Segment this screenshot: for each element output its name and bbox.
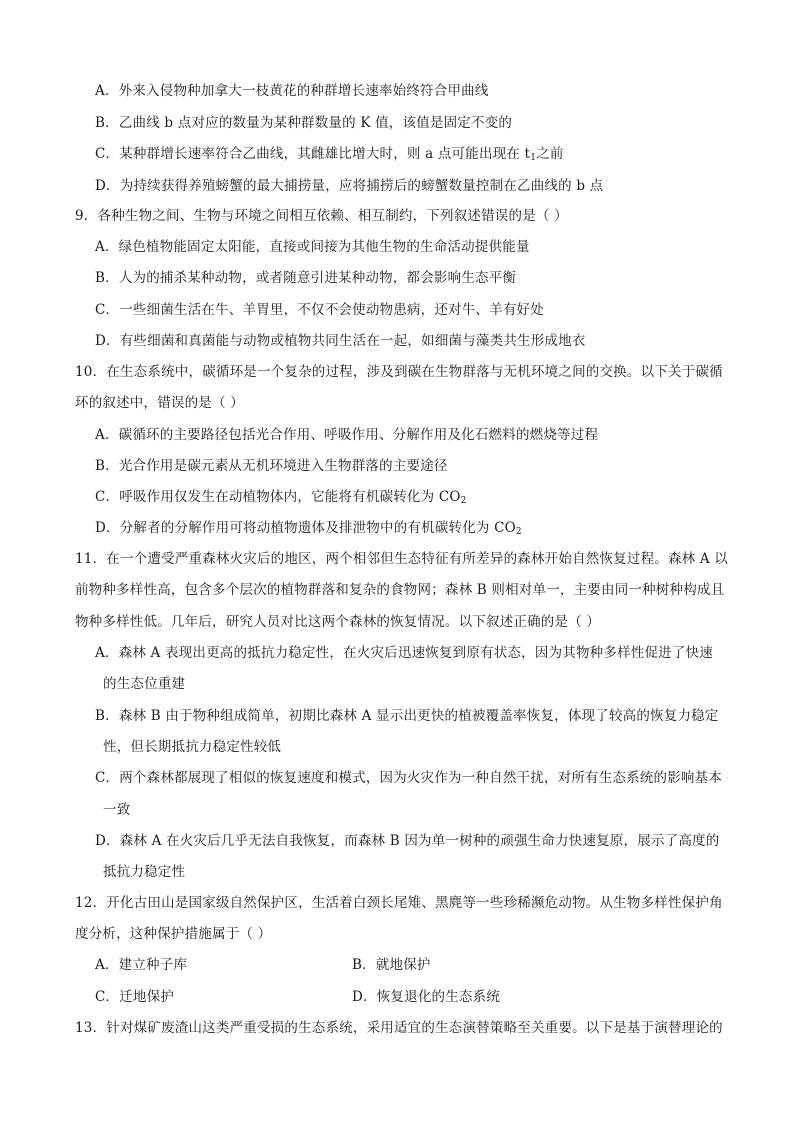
- q11-stem-line1: 11．在一个遭受严重森林火灾后的地区，两个相邻但生态特征有所差异的森林开始自然恢复过程。森林 A 以: [75, 551, 729, 567]
- q10-option-a: A．碳循环的主要路径包括光合作用、呼吸作用、分解作用及化石燃料的燃烧等过程: [95, 427, 599, 443]
- q11-option-d-line1: D．森林 A 在火灾后几乎无法自我恢复，而森林 B 因为单一树种的顽强生命力快速复原，展示了高度的: [95, 833, 720, 849]
- q12-option-d: D．恢复退化的生态系统: [352, 989, 501, 1005]
- q9-option-a: A．绿色植物能固定太阳能，直接或间接为其他生物的生命活动提供能量: [95, 239, 530, 255]
- q10-stem-line1: 10．在生态系统中，碳循环是一个复杂的过程，涉及到碳在生物群落与无机环境之间的交换。以下关于碳循: [75, 364, 723, 380]
- q10-stem-line2: 环的叙述中，错误的是（ ）: [75, 395, 244, 411]
- q12-option-b: B．就地保护: [352, 957, 431, 973]
- q8-option-c-subscript: 1: [530, 153, 537, 163]
- q9-option-d: D．有些细菌和真菌能与动物或植物共同生活在一起，如细菌与藻类共生形成地衣: [95, 333, 586, 349]
- q11-option-c-line1: C．两个森林都展现了相似的恢复速度和模式，因为火灾作为一种自然干扰，对所有生态系统的影响基本: [95, 770, 723, 786]
- q11-option-b-line2: 性，但长期抵抗力稳定性较低: [103, 739, 282, 755]
- q11-stem-line2: 前物种多样性高，包含多个层次的植物群落和复杂的食物网；森林 B 则相对单一，主要由同一种树种构成且: [75, 582, 725, 598]
- q8-option-a: A．外来入侵物种加拿大一枝黄花的种群增长速率始终符合甲曲线: [95, 83, 489, 99]
- q11-stem-line3: 物种多样性低。几年后，研究人员对比这两个森林的恢复情况。以下叙述正确的是（ ）: [75, 614, 601, 630]
- q11-option-d-line2: 抵抗力稳定性: [103, 864, 186, 880]
- q8-option-c-text: C．某种群增长速率符合乙曲线，其雌雄比增大时，则 a 点可能出现在 t: [95, 146, 531, 162]
- q12-option-a: A．建立种子库: [95, 957, 188, 973]
- q10-option-c: [95, 487, 467, 507]
- q11-option-c-line2: 一致: [103, 802, 131, 818]
- q10-option-c-subscript: 2: [460, 496, 467, 506]
- q12-stem-line1: 12．开化古田山是国家级自然保护区，生活着白颈长尾雉、黑麂等一些珍稀濒危动物。从生物多样性保护角: [75, 895, 723, 911]
- q12-option-c: C．迁地保护: [95, 989, 175, 1005]
- q9-option-b: B．人为的捕杀某种动物，或者随意引进某种动物，都会影响生态平衡: [95, 270, 517, 286]
- q10-option-c-text: C．呼吸作用仅发生在动植物体内，它能将有机碳转化为 CO: [95, 489, 461, 505]
- q8-option-b: B．乙曲线 b 点对应的数量为某种群数量的 K 值，该值是固定不变的: [95, 115, 513, 131]
- q12-stem-line2: 度分析，这种保护措施属于（ ）: [75, 926, 272, 942]
- q13-stem-line1: 13．针对煤矿废渣山这类严重受损的生态系统，采用适宜的生态演替策略至关重要。以下是基于演替理论的: [75, 1020, 723, 1036]
- q10-option-d-subscript: 2: [515, 527, 522, 537]
- q11-option-a-line2: 的生态位重建: [103, 676, 186, 692]
- q9-option-c: C．一些细菌生活在牛、羊胃里，不仅不会使动物患病，还对牛、羊有好处: [95, 302, 544, 318]
- q10-option-d-text: D．分解者的分解作用可将动植物遗体及排泄物中的有机碳转化为 CO: [95, 520, 516, 536]
- q8-option-c: [95, 144, 564, 164]
- q8-option-d: D．为持续获得养殖螃蟹的最大捕捞量，应将捕捞后的螃蟹数量控制在乙曲线的 b 点: [95, 178, 604, 194]
- q11-option-b-line1: B．森林 B 由于物种组成简单，初期比森林 A 显示出更快的植被覆盖率恢复，体现了较高的恢复力稳定: [95, 708, 719, 724]
- q8-option-c-tail: 之前: [536, 146, 564, 162]
- q11-option-a-line1: A．森林 A 表现出更高的抵抗力稳定性，在火灾后迅速恢复到原有状态，因为其物种多样性促进了快速: [95, 645, 713, 661]
- q10-option-d: [95, 518, 522, 538]
- q9-stem: 9．各种生物之间、生物与环境之间相互依赖、相互制约，下列叙述错误的是（ ）: [75, 208, 568, 224]
- q10-option-b: B．光合作用是碳元素从无机环境进入生物群落的主要途径: [95, 458, 448, 474]
